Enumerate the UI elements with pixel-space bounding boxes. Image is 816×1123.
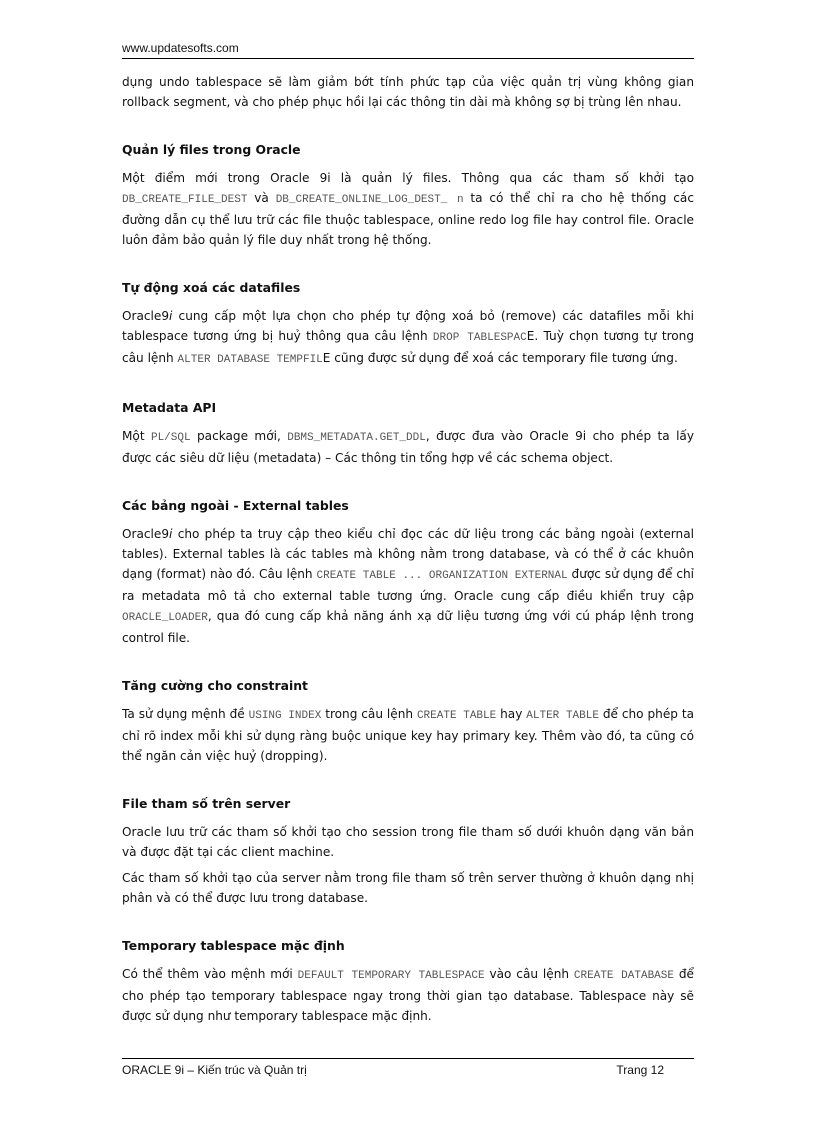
- section-file-management: [122, 140, 694, 250]
- intro-paragraph: dụng undo tablespace sẽ làm giảm bớt tính phức tạp của việc quản trị vùng không gian rollback segment, và cho phép phục hồi lại các thông tin dài mà không sợ bị trùng lên nhau.: [122, 75, 694, 109]
- page-footer: [122, 1058, 694, 1077]
- section-paragraph: Các tham số khởi tạo của server nằm trong file tham số trên server thường ở khuôn dạng nhị phân và có thể được lưu trong database.: [122, 871, 694, 905]
- code-term: DB_CREATE_FILE_DEST: [122, 194, 248, 206]
- footer-title: ORACLE 9i – Kiến trúc và Quản trị: [122, 1063, 307, 1077]
- section-paragraph: Có thể thêm vào mệnh mới DEFAULT TEMPORARY TABLESPACE vào câu lệnh CREATE DATABASE để cho phép tạo temporary tablespace ngay trong thời gian tạo database. Tablespace này sẽ được sử dụng như temporary tablespace mặc định.: [122, 967, 694, 1023]
- section-constraint: [122, 676, 694, 766]
- section-paragraph: Một PL/SQL package mới, DBMS_METADATA.GET_DDL, được đưa vào Oracle 9i cho phép ta lấy được các siêu dữ liệu (metadata) – Các thông tin tổng hợp về các schema object.: [122, 429, 694, 465]
- code-term: ALTER DATABASE TEMPFIL: [177, 354, 323, 366]
- section-default-temporary-tablespace: [122, 936, 694, 1026]
- code-term: PL/SQL: [150, 432, 191, 444]
- section-auto-delete-datafiles: [122, 278, 694, 370]
- code-term: CREATE TABLE ... ORGANIZATION EXTERNAL: [316, 570, 568, 582]
- code-term: DBMS_METADATA.GET_DDL: [287, 432, 426, 444]
- section-paragraph: Oracle9i cho phép ta truy cập theo kiểu chỉ đọc các dữ liệu trong các bảng ngoài (external tables). External tables là các tables mà không nằm trong database, và có thể ở các khuôn dạng (format) nào đó. Câu lệnh CREATE TABLE ... ORGANIZATION EXTERNAL được sử dụng để chỉ ra metadata mô tả cho external table tương ứng. Oracle cung cấp điều khiển truy cập ORACLE_LOADER, qua đó cung cấp khả năng ánh xạ dữ liệu tương ứng với cú pháp lệnh trong control file.: [122, 527, 694, 645]
- document-body: [122, 72, 694, 1026]
- section-paragraph: Oracle lưu trữ các tham số khởi tạo cho session trong file tham số dưới khuôn dạng văn bản và được đặt tại các client machine.: [122, 825, 694, 859]
- section-paragraph: Ta sử dụng mệnh đề USING INDEX trong câu lệnh CREATE TABLE hay ALTER TABLE để cho phép ta chỉ rõ index mỗi khi sử dụng ràng buộc unique key hay primary key. Thêm vào đó, ta cũng có thể ngăn cản việc huỷ (dropping).: [122, 707, 694, 763]
- code-term: ALTER TABLE: [526, 710, 599, 722]
- section-title: Các bảng ngoài - External tables: [122, 498, 349, 513]
- section-title: Tăng cường cho constraint: [122, 678, 308, 693]
- section-external-tables: [122, 496, 694, 648]
- code-term: CREATE TABLE: [416, 710, 497, 722]
- page-header: [122, 41, 694, 59]
- section-metadata-api: [122, 398, 694, 468]
- section-paragraph: Oracle9i cung cấp một lựa chọn cho phép tự động xoá bỏ (remove) các datafiles mỗi khi tablespace tương ứng bị huỷ thông qua câu lệnh DROP TABLESPACE. Tuỳ chọn tương tự trong câu lệnh ALTER DATABASE TEMPFILE cũng được sử dụng để xoá các temporary file tương ứng.: [122, 309, 695, 366]
- code-term: USING INDEX: [248, 710, 322, 722]
- section-title: Temporary tablespace mặc định: [122, 938, 345, 953]
- section-paragraph: Một điểm mới trong Oracle 9i là quản lý files. Thông qua các tham số khởi tạo DB_CREATE_FILE_DEST và DB_CREATE_ONLINE_LOG_DEST_ n ta có thể chỉ ra cho hệ thống các đường dẫn cụ thể lưu trữ các file thuộc tablespace, online redo log file hay control file. Oracle luôn đảm bảo quản lý file duy nhất trong hệ thống.: [122, 171, 694, 247]
- code-term: DROP TABLESPAC: [432, 332, 527, 344]
- section-title: Quản lý files trong Oracle: [122, 142, 301, 157]
- section-server-parameter-file: [122, 794, 694, 908]
- code-term: DEFAULT TEMPORARY TABLESPACE: [297, 970, 485, 982]
- section-title: Metadata API: [122, 400, 217, 415]
- code-term: ORACLE_LOADER: [122, 612, 208, 624]
- section-title: File tham số trên server: [122, 796, 291, 811]
- code-term: CREATE DATABASE: [573, 970, 674, 982]
- site-url: www.updatesofts.com: [122, 41, 239, 55]
- section-title: Tự động xoá các datafiles: [122, 280, 301, 295]
- code-term: DB_CREATE_ONLINE_LOG_DEST_ n: [275, 194, 464, 206]
- page-number: Trang 12: [616, 1063, 664, 1077]
